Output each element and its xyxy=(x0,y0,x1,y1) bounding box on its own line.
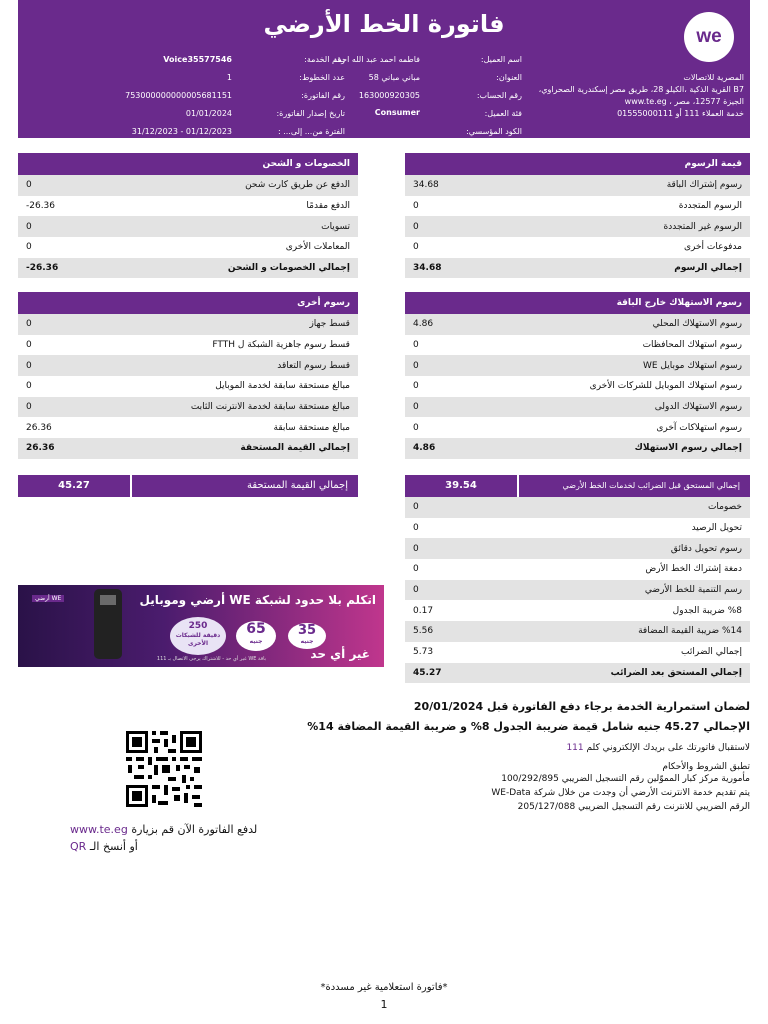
issue-date-label: تاريخ إصدار الفاتورة: xyxy=(276,109,345,118)
table-row: تحويل الرصيد 0 xyxy=(413,523,742,534)
offer-65: 65 جنيه xyxy=(236,621,276,651)
qr-pay-line1: لدفع الفاتورة الآن قم بزيارة www.te.eg xyxy=(70,823,258,836)
internet-tax-note: الرقم الضريبي للانترنت رقم التسجيل الضريبي 205/127/088 xyxy=(517,802,750,812)
tax-office-note: مأمورية مركز كبار المموّلين رقم التسجيل الضريبي 100/292/895 xyxy=(501,774,750,784)
fees-table xyxy=(405,153,750,278)
address-value: مباني مباني 58 xyxy=(368,73,420,82)
total-row: إجمالي القيمة المستحقة 26.36 xyxy=(18,438,358,459)
table-row: رسوم إشتراك الباقة 34.68 xyxy=(405,175,750,196)
usage-table xyxy=(405,292,750,459)
lines-label: عدد الخطوط: xyxy=(299,73,345,82)
period-label: الفترة من... إلى... : xyxy=(277,127,345,136)
table-row: قسط رسوم التعاقد 0 xyxy=(18,355,358,376)
category-value: Consumer xyxy=(374,108,420,117)
invoice-header xyxy=(18,0,750,138)
email-note: لاستقبال فاتورتك على بريدك الإلكتروني كلم 111 xyxy=(566,743,750,753)
account-value: 163000920305 xyxy=(358,91,420,100)
company-info xyxy=(534,72,744,120)
company-line: B7 القرية الذكية ،الكيلو 28، طريق مصر إسكندرية الصحراوي، xyxy=(538,85,744,94)
table-row: المعاملات الأخرى 0 xyxy=(26,242,350,253)
category-label: فئة العميل: xyxy=(484,109,522,118)
qr-code[interactable] xyxy=(124,729,204,809)
pre-tax-box xyxy=(405,475,750,497)
brand-tag: WE أرضي xyxy=(32,595,64,602)
corp-code-label: الكود المؤسسي: xyxy=(466,127,522,136)
other-title: رسوم أخرى xyxy=(18,292,358,314)
table-row: رسوم تحويل دقائق 0 xyxy=(405,538,750,559)
table-row: مدفوعات أخرى 0 xyxy=(413,242,742,253)
table-row: رسوم استهلاك موبايل WE 0 xyxy=(405,355,750,376)
table-row: مبالغ مستحقة سابقة لخدمة الانترنت الثابت 0 xyxy=(18,397,358,418)
customer-name: فاطمه احمد عبد الله احمد xyxy=(333,55,420,64)
table-row: رسوم الاستهلاك المحلي 4.86 xyxy=(405,314,750,335)
fees-title: قيمة الرسوم xyxy=(405,153,750,175)
banner-slogan: غير أي حد xyxy=(310,647,370,661)
table-row: رسوم استهلاك المحافظات 0 xyxy=(413,340,742,351)
table-row: رسوم الاستهلاك الدولى 0 xyxy=(405,397,750,418)
total-note: الإجمالي 45.27 جنيه شامل قيمة ضريبة الجدول 8% و ضريبة القيمة المضافة 14% xyxy=(307,720,750,733)
lines-value: 1 xyxy=(226,73,232,82)
company-line: الجيزة 12577، مصر ، www.te.eg xyxy=(624,97,744,106)
promo-banner[interactable] xyxy=(18,585,384,667)
table-row: مبالغ مستحقة سابقة لخدمة الموبايل 0 xyxy=(26,381,350,392)
terms-note: تطبق الشروط والأحكام xyxy=(662,762,750,772)
table-row: رسوم استهلاك الموبايل للشركات الأخرى 0 xyxy=(413,381,742,392)
hotline-link[interactable]: 111 xyxy=(566,743,584,753)
table-row: الدفع عن طريق كارت شحن 0 xyxy=(18,175,358,196)
table-row: الرسوم غير المتجددة 0 xyxy=(405,216,750,237)
offer-35: 35 جنيه xyxy=(288,623,326,649)
customer-name-label: اسم العميل: xyxy=(480,55,522,64)
total-due-value: 45.27 xyxy=(18,475,130,497)
taxes-table xyxy=(405,497,750,683)
we-data-note: يتم تقديم خدمة الانترنت الأرضي أن وجدت من خلال شركة WE-Data xyxy=(491,788,750,798)
total-row: إجمالي الخصومات و الشحن -26.36 xyxy=(18,258,358,279)
table-row: دمغة إشتراك الخط الأرض 0 xyxy=(413,564,742,575)
qr-link[interactable]: QR xyxy=(70,840,87,853)
table-row: إجمالي الضرائب 5.73 xyxy=(413,647,742,658)
period-value: 01/12/2023 - 31/12/2023 xyxy=(131,127,232,136)
account-label: رقم الحساب: xyxy=(476,91,522,100)
company-line: خدمة العملاء 111 أو 01555000111 xyxy=(617,109,744,118)
pre-tax-value: 39.54 xyxy=(405,475,517,497)
address-label: العنوان: xyxy=(496,73,522,82)
page-title: فاتورة الخط الأرضي xyxy=(263,10,505,38)
total-row: إجمالي رسوم الاستهلاك 4.86 xyxy=(405,438,750,459)
table-row: رسوم استهلاكات آخرى 0 xyxy=(413,422,742,433)
table-row: مبالغ مستحقة سابقة 26.36 xyxy=(26,422,350,433)
offer-250: 250 دقيقة للشبكات الأخرى xyxy=(170,617,226,655)
table-row: قسط رسوم جاهزية الشبكة ل FTTH 0 xyxy=(26,340,350,351)
table-row: %14 ضريبة القيمة المضافة 5.56 xyxy=(405,621,750,642)
total-row: إجمالي الرسوم 34.68 xyxy=(405,258,750,279)
table-row: قسط جهاز 0 xyxy=(18,314,358,335)
table-row: خصومات 0 xyxy=(405,497,750,518)
discounts-title: الخصومات و الشحن xyxy=(18,153,358,175)
table-row: الرسوم المتجددة 0 xyxy=(413,201,742,212)
website-link[interactable]: www.te.eg xyxy=(70,823,128,836)
total-row: إجمالي المستحق بعد الضرائب 45.27 xyxy=(405,663,750,684)
pre-tax-label: إجمالي المستحق قبل الضرائب لخدمات الخط الأرضي xyxy=(519,475,750,497)
handset-icon xyxy=(94,589,122,659)
qr-pay-line2: أو أنسخ الـ QR xyxy=(70,840,138,853)
banner-fine-print: باقة WE غير أي حد - للاشتراك يرجى الاتصال بـ 111 xyxy=(156,656,266,662)
issue-date-value: 01/01/2024 xyxy=(185,109,232,118)
page-number: 1 xyxy=(380,998,388,1011)
due-date-note: لضمان استمرارية الخدمة برجاء دفع الفاتورة قبل 20/01/2024 xyxy=(413,700,750,713)
discounts-table xyxy=(18,153,358,278)
table-row: %8 ضريبة الجدول 0.17 xyxy=(413,605,742,616)
total-due-box xyxy=(18,475,358,497)
company-line: المصرية للاتصالات xyxy=(683,73,744,82)
usage-title: رسوم الاستهلاك خارج الباقة xyxy=(405,292,750,314)
invoice-value: 753000000000005681151 xyxy=(125,91,232,100)
other-fees-table xyxy=(18,292,358,459)
table-row: رسم التنمية للخط الأرضي 0 xyxy=(405,580,750,601)
invoice-label: رقم الفاتورة: xyxy=(301,91,345,100)
table-row: الدفع مقدمًا -26.36 xyxy=(26,201,350,212)
footer-note: *فاتورة استعلامية غير مسددة* xyxy=(320,982,448,993)
total-due-label: إجمالي القيمة المستحقة xyxy=(132,475,358,497)
service-label: رقم الخدمة: xyxy=(304,55,345,64)
we-logo: we xyxy=(684,12,734,62)
banner-title: اتكلم بلا حدود لشبكة WE أرضي وموبايل xyxy=(139,593,376,607)
service-value: Voice35577546 xyxy=(163,55,232,64)
table-row: تسويات 0 xyxy=(18,216,358,237)
